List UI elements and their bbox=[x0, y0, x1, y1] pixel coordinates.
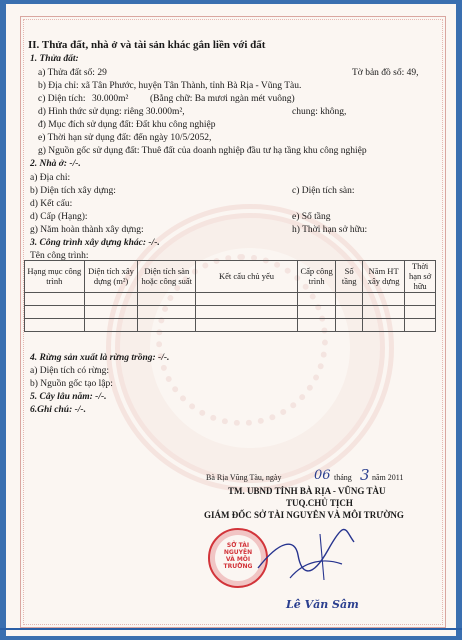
usage-term: e) Thời hạn sử dụng đất: đến ngày 10/5/2052, bbox=[38, 133, 212, 143]
col-header-floor-capacity: Diện tích sàn hoặc công suất bbox=[138, 261, 196, 293]
plot-address: b) Địa chỉ: xã Tân Phước, huyện Tân Thành, tỉnh Bà Rịa - Vũng Tàu. bbox=[38, 81, 302, 91]
house-floors: e) Số tầng bbox=[292, 212, 331, 222]
forest-heading: 4. Rừng sản xuất là rừng trồng: -/-. bbox=[30, 353, 170, 363]
house-floor-area: c) Diện tích sàn: bbox=[292, 186, 355, 196]
area-value: 30.000m² bbox=[92, 94, 129, 104]
table-row bbox=[25, 293, 436, 306]
sign-authority: TUQ.CHỦ TỊCH bbox=[286, 498, 353, 508]
other-works-heading: 3. Công trình xây dựng khác: -/-. bbox=[30, 238, 160, 248]
forest-area: a) Diện tích có rừng: bbox=[30, 366, 110, 376]
signer-name: Lê Văn Sâm bbox=[286, 598, 359, 611]
house-ownership-term: h) Thời hạn sở hữu: bbox=[292, 225, 368, 235]
col-header-floors: Số tầng bbox=[336, 261, 363, 293]
perennial-trees-heading: 5. Cây lâu năm: -/-. bbox=[30, 392, 107, 402]
sign-month-label: tháng bbox=[334, 473, 352, 482]
col-header-ownership: Thời hạn sở hữu bbox=[405, 261, 436, 293]
forest-origin: b) Nguồn gốc tạo lập: bbox=[30, 379, 113, 389]
house-building-area: b) Diện tích xây dựng: bbox=[30, 186, 116, 196]
table-row bbox=[25, 319, 436, 332]
house-address: a) Địa chỉ: bbox=[30, 173, 71, 183]
usage-purpose: đ) Mục đích sử dụng đất: Đất khu công nghiệp bbox=[38, 120, 216, 130]
plot-number: a) Thửa đất số: 29 bbox=[38, 68, 107, 78]
sign-org: TM. UBND TỈNH BÀ RỊA - VŨNG TÀU bbox=[228, 486, 386, 496]
house-year-built: g) Năm hoàn thành xây dựng: bbox=[30, 225, 144, 235]
sign-title: GIÁM ĐỐC SỞ TÀI NGUYÊN VÀ MÔI TRƯỜNG bbox=[204, 510, 404, 520]
usage-form: d) Hình thức sử dụng: riêng 30.000m², bbox=[38, 107, 185, 117]
sign-year: năm 2011 bbox=[372, 473, 404, 482]
col-header-grade: Cấp công trình bbox=[297, 261, 335, 293]
sign-day: 06 bbox=[314, 468, 331, 483]
sign-month: 3 bbox=[360, 466, 370, 484]
handwritten-signature bbox=[250, 520, 370, 590]
map-sheet-number: Tờ bản đồ số: 49, bbox=[352, 68, 419, 78]
col-header-year: Năm HT xây dựng bbox=[363, 261, 405, 293]
works-table bbox=[24, 260, 436, 332]
table-row bbox=[25, 306, 436, 319]
house-grade: d) Cấp (Hạng): bbox=[30, 212, 88, 222]
section-title: II. Thửa đất, nhà ở và tài sản khác gắn liền với đất bbox=[28, 39, 266, 51]
land-plot-heading: 1. Thửa đất: bbox=[30, 54, 79, 64]
area-in-words: (Bằng chữ: Ba mươi ngàn mét vuông) bbox=[150, 94, 295, 104]
usage-origin: g) Nguồn gốc sử dụng đất: Thuê đất của doanh nghiệp đầu tư hạ tầng khu công nghiệp bbox=[38, 146, 367, 156]
col-header-structure: Kết cấu chủ yếu bbox=[196, 261, 298, 293]
col-header-item: Hạng mục công trình bbox=[25, 261, 85, 293]
sign-date-prefix: Bà Rịa Vũng Tàu, ngày bbox=[206, 473, 282, 482]
col-header-building-area: Diện tích xây dựng (m²) bbox=[84, 261, 138, 293]
bottom-edge bbox=[0, 628, 462, 630]
seal-text: SỞ TÀI NGUYÊN VÀ MÔI TRƯỜNG bbox=[223, 542, 253, 570]
usage-common: chung: không, bbox=[292, 107, 347, 117]
area-label: c) Diện tích: bbox=[38, 94, 86, 104]
house-structure: d) Kết cấu: bbox=[30, 199, 73, 209]
notes-heading: 6.Ghi chú: -/-. bbox=[30, 405, 86, 415]
house-heading: 2. Nhà ở: -/-. bbox=[30, 159, 81, 169]
works-name-label: Tên công trình: bbox=[30, 251, 89, 261]
